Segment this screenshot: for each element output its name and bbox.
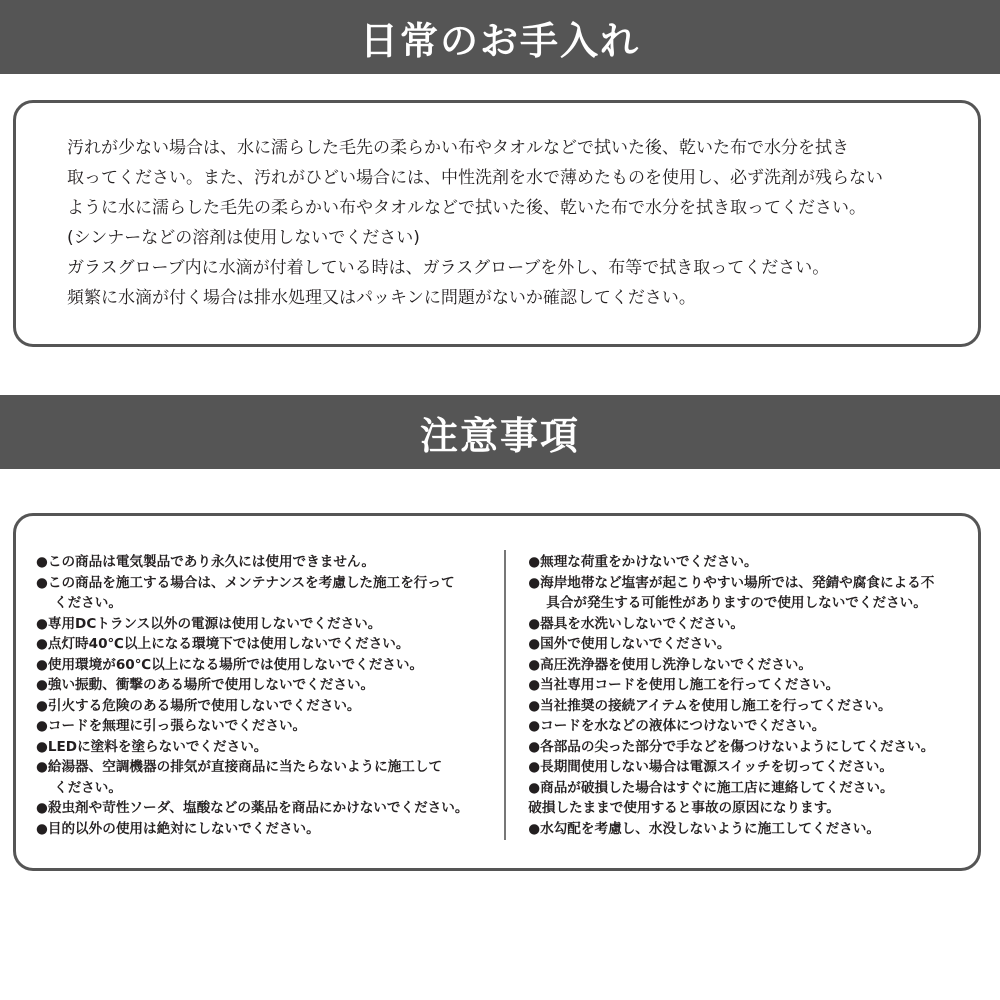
caution-item-text: ●当社推奨の接続アイテムを使用し施工を行ってください。: [528, 697, 892, 714]
caution-item-text: ●給湯器、空調機器の排気が直接商品に当たらないように施工して: [36, 759, 443, 775]
caution-item: [36, 614, 492, 635]
caution-item-text: ●コードを水などの液体につけないでください。: [528, 718, 826, 734]
caution-item-text: ●各部品の尖った部分で手などを傷つけないようにしてください。: [528, 738, 935, 755]
caution-item: [528, 798, 958, 819]
caution-right-column: [506, 552, 958, 842]
care-text-line: ガラスグローブ内に水滴が付着している時は、ガラスグローブを外し、布等で拭き取ってください。: [67, 258, 830, 278]
caution-panel: [13, 513, 981, 871]
caution-item-text: ●使用環境が60℃以上になる場所では使用しないでください。: [36, 656, 424, 673]
caution-item-text: ●水勾配を考慮し、水没しないように施工してください。: [528, 820, 880, 837]
caution-item-text: ●無理な荷重をかけないでください。: [528, 554, 758, 570]
caution-item: [528, 737, 958, 758]
caution-item-text: ●この商品は電気製品であり永久には使用できません。: [36, 554, 375, 570]
caution-item: [36, 634, 492, 655]
care-text-line: 頻繁に水滴が付く場合は排水処理又はパッキンに問題がないか確認してください。: [67, 288, 696, 308]
caution-item: [528, 675, 958, 696]
care-text-line: 汚れが少ない場合は、水に濡らした毛先の柔らかい布やタオルなどで拭いた後、乾いた布で水分を拭き: [67, 138, 849, 158]
care-section-title: 日常のお手入れ: [359, 18, 640, 63]
caution-item-text: ●目的以外の使用は絶対にしないでください。: [36, 820, 320, 837]
caution-item-continuation: ください。: [54, 779, 122, 796]
caution-item: [528, 696, 958, 717]
caution-item-text: ●コードを無理に引っ張らないでください。: [36, 718, 307, 734]
caution-item-text: ●専用DCトランス以外の電源は使用しないでください。: [36, 615, 382, 632]
caution-item-text: ●強い振動、衝撃のある場所で使用しないでください。: [36, 677, 375, 693]
caution-item-text: ●この商品を施工する場合は、メンテナンスを考慮した施工を行って: [36, 574, 455, 591]
caution-left-column: [36, 552, 504, 842]
care-text-line: 取ってください。また、汚れがひどい場合には、中性洗剤を水で薄めたものを使用し、必ず洗剤が残らない: [67, 168, 883, 188]
caution-item: [36, 552, 492, 573]
caution-item: [36, 737, 492, 758]
caution-item: [36, 655, 492, 676]
care-text-line: (シンナーなどの溶剤は使用しないでください): [67, 228, 420, 248]
caution-item: [528, 655, 958, 676]
care-section-header: [0, 0, 1000, 74]
caution-item-text: ●長期間使用しない場合は電源スイッチを切ってください。: [528, 759, 893, 775]
caution-item: [528, 819, 958, 840]
caution-section-title: 注意事項: [419, 413, 580, 458]
caution-item-text: ●殺虫剤や苛性ソーダ、塩酸などの薬品を商品にかけないでください。: [36, 800, 469, 816]
caution-item: [528, 552, 958, 573]
caution-item: [528, 573, 958, 614]
caution-item: [36, 716, 492, 737]
caution-item-text: ●国外で使用しないでください。: [528, 636, 731, 652]
caution-item: [36, 819, 492, 840]
caution-item-text: ●商品が破損した場合はすぐに施工店に連絡してください。: [528, 779, 894, 796]
caution-item: [528, 634, 958, 655]
caution-section-header: [0, 395, 1000, 469]
caution-item: [528, 614, 958, 635]
caution-item-text: ●器具を水洗いしないでください。: [528, 615, 745, 632]
caution-item-text: ●海岸地帯など塩害が起こりやすい場所では、発錆や腐食による不: [528, 574, 935, 591]
caution-item: [36, 675, 492, 696]
caution-item: [36, 798, 492, 819]
care-instructions-panel: [13, 100, 981, 347]
caution-item: [36, 696, 492, 717]
caution-item: [528, 757, 958, 778]
caution-item-text: ●当社専用コードを使用し施工を行ってください。: [528, 677, 840, 693]
care-text-line: ように水に濡らした毛先の柔らかい布やタオルなどで拭いた後、乾いた布で水分を拭き取ってください。: [67, 198, 866, 218]
caution-item-text: ●引火する危険のある場所で使用しないでください。: [36, 697, 361, 714]
caution-item-text: ●高圧洗浄器を使用し洗浄しないでください。: [528, 656, 812, 673]
caution-item-text: ●点灯時40℃以上になる環境下では使用しないでください。: [36, 636, 410, 652]
caution-item: [528, 716, 958, 737]
caution-item: [528, 778, 958, 799]
caution-item: [36, 573, 492, 614]
caution-item-text: ●LEDに塗料を塗らないでください。: [36, 738, 268, 755]
caution-item: [36, 757, 492, 798]
caution-item-text: 破損したままで使用すると事故の原因になります。: [528, 800, 840, 816]
caution-item-continuation: ください。: [54, 595, 122, 611]
caution-item-continuation: 具合が発生する可能性がありますので使用しないでください。: [546, 595, 927, 611]
